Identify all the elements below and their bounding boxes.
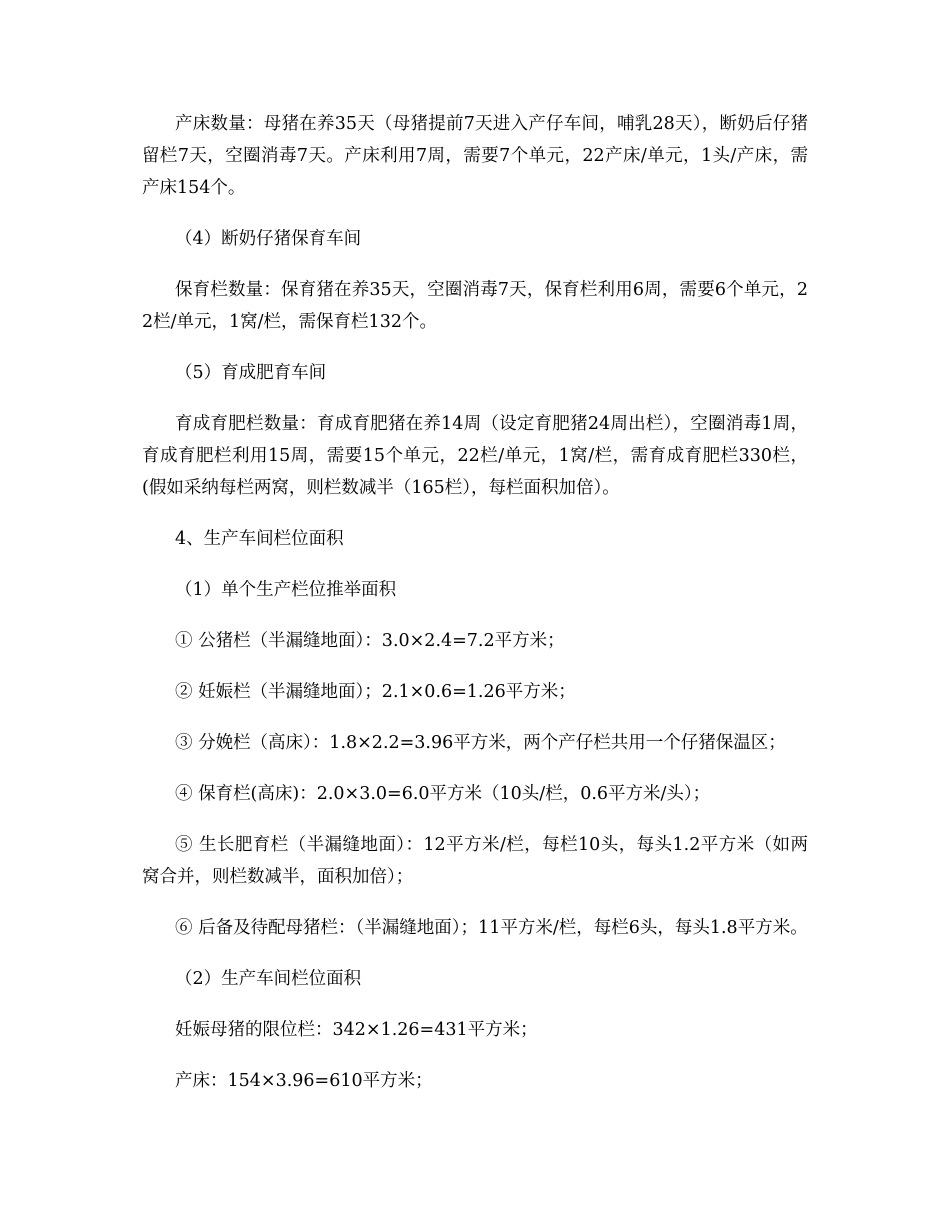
paragraph-finishing-pens: 育成育肥栏数量：育成育肥猪在养14周（设定育肥猪24周出栏），空圈消毒1周，育成育肥栏利用15周，需要15个单元，22栏/单元，1窝/栏，需育成育肥栏330栏，(假如采纳每栏两窝，则栏数减半（165栏），每栏面积加倍）。 [142, 414, 808, 498]
paragraph-gestation-stalls-area: 妊娠母猪的限位栏：342×1.26=431平方米； [175, 1020, 538, 1040]
paragraph-nursery-pens: 保育栏数量：保育猪在养35天，空圈消毒7天，保育栏利用6周，需要6个单元，22栏/单元，1窝/栏，需保育栏132个。 [142, 280, 808, 332]
heading-finishing-workshop: （5）育成肥育车间 [175, 363, 327, 383]
list-item-gestation-pen: ② 妊娠栏（半漏缝地面）；2.1×0.6=1.26平方米； [175, 682, 576, 702]
list-item-nursery-pen: ④ 保育栏(高床)：2.0×3.0=6.0平方米（10头/栏，0.6平方米/头）； [175, 784, 711, 804]
paragraph-farrowing-beds-area: 产床：154×3.96=610平方米； [175, 1071, 433, 1091]
subheading-single-pen-area: （1）单个生产栏位推举面积 [175, 580, 397, 600]
heading-pen-area: 4、生产车间栏位面积 [175, 529, 344, 549]
list-item-grower-pen: ⑤ 生长肥育栏（半漏缝地面）：12平方米/栏，每栏10头，每头1.2平方米（如两窝合并，则栏数减半，面积加倍）； [142, 835, 808, 887]
list-item-boar-pen: ① 公猪栏（半漏缝地面）：3.0×2.4=7.2平方米； [175, 631, 565, 651]
list-item-reserve-sow-pen: ⑥ 后备及待配母猪栏：（半漏缝地面）；11平方米/栏，每栏6头，每头1.8平方米。 [175, 918, 808, 938]
subheading-workshop-pen-area: （2）生产车间栏位面积 [175, 969, 362, 989]
document-body [142, 108, 808, 1116]
paragraph-farrowing-beds: 产床数量：母猪在养35天（母猪提前7天进入产仔车间，哺乳28天），断奶后仔猪留栏7天，空圈消毒7天。产床利用7周，需要7个单元，22产床/单元，1头/产床，需产床154个。 [142, 114, 808, 198]
list-item-farrowing-pen: ③ 分娩栏（高床）：1.8×2.2=3.96平方米，两个产仔栏共用一个仔猪保温区； [175, 733, 786, 753]
heading-nursery-workshop: （4）断奶仔猪保育车间 [175, 229, 362, 249]
